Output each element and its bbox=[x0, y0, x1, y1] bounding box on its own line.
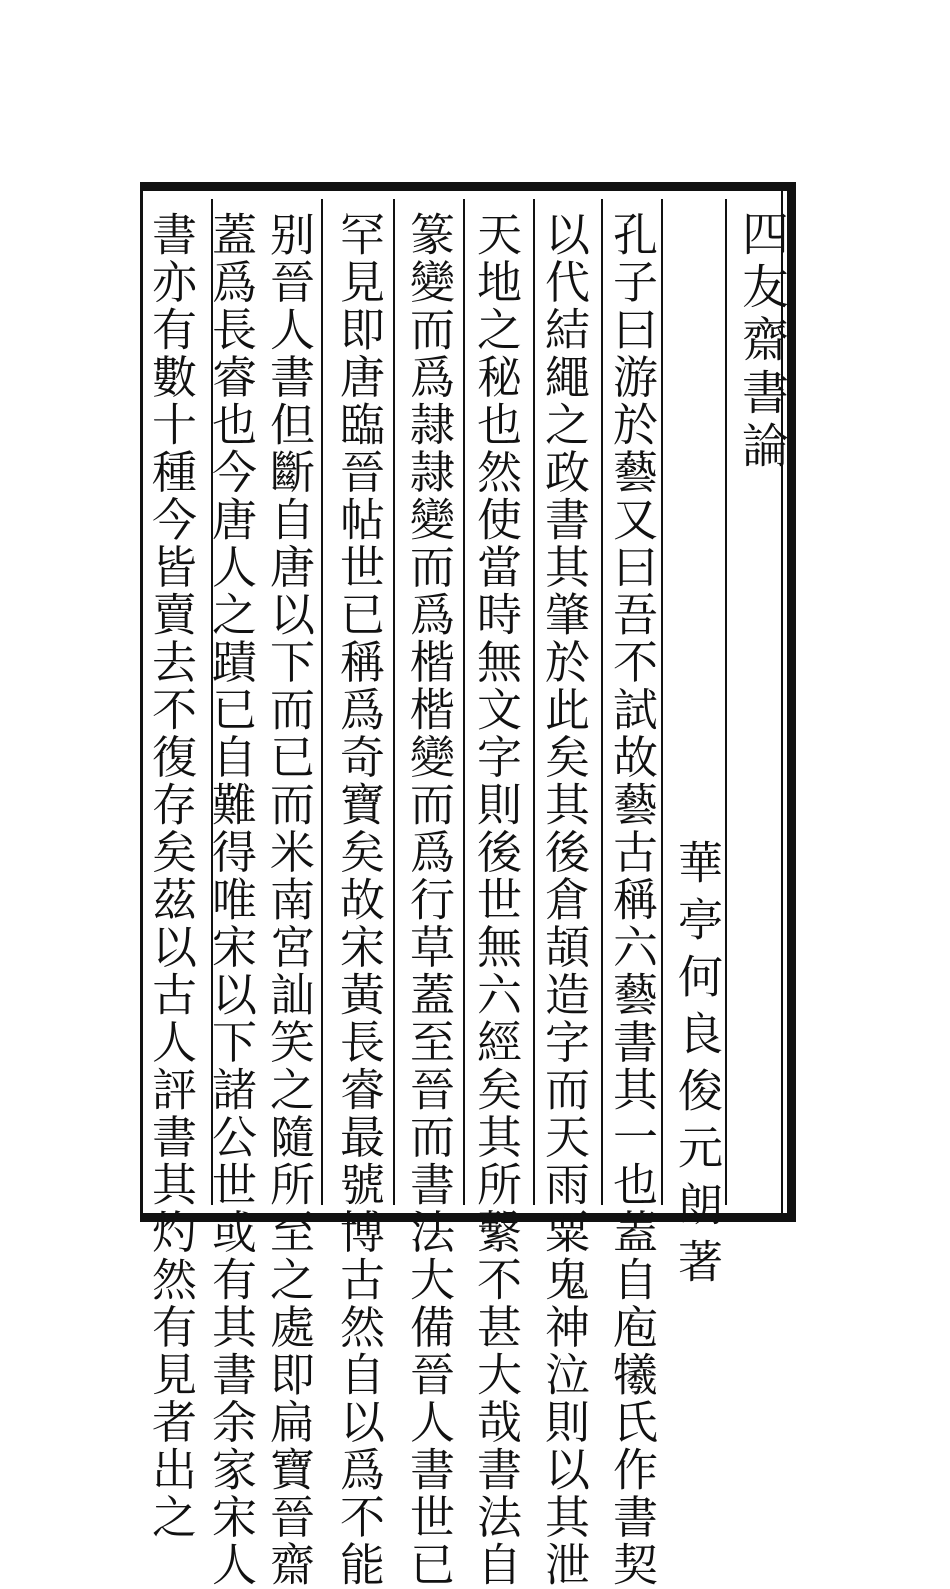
text-column-5: 罕見即唐臨晉帖世已稱爲奇寶矣故宋黃長睿最號博古然自以爲不能 bbox=[332, 211, 385, 1589]
column-rule bbox=[463, 199, 465, 1205]
text-column-4: 篆變而爲隷隷變而爲楷楷變而爲行草蓋至晉而書法大備晉人書世已 bbox=[402, 211, 455, 1589]
page-border-frame bbox=[140, 182, 796, 1589]
author-line: 華亭何良俊元朗著 bbox=[670, 839, 723, 1295]
text-column-8: 書亦有數十種今皆賣去不復存矣茲以古人評書其灼然有見者出之 bbox=[144, 211, 197, 1541]
column-rule bbox=[661, 199, 663, 1205]
column-rule bbox=[393, 199, 395, 1205]
text-column-6: 别晉人書但斷自唐以下而已而米南宮訕笑之隨所至之處即扁寶晉齋 bbox=[262, 211, 315, 1589]
column-rule bbox=[725, 199, 727, 1205]
book-title: 四友齋書論 bbox=[734, 209, 789, 474]
text-column-2: 以代結繩之政書其肇於此矣其後倉頡造字而天雨粟鬼神泣則以其泄 bbox=[537, 211, 590, 1589]
column-rule bbox=[601, 199, 603, 1205]
text-column-7: 蓋爲長睿也今唐人之蹟已自難得唯宋以下諸公世或有其書余家宋人 bbox=[204, 211, 257, 1589]
text-column-3: 天地之秘也然使當時無文字則後世無六經矣其所繫不甚大哉書法自 bbox=[469, 211, 522, 1589]
column-rule bbox=[321, 199, 323, 1205]
column-rule bbox=[533, 199, 535, 1205]
text-column-1: 孔子曰游於藝又曰吾不試故藝古稱六藝書其一也蓋自庖犧氏作書契 bbox=[605, 211, 658, 1589]
